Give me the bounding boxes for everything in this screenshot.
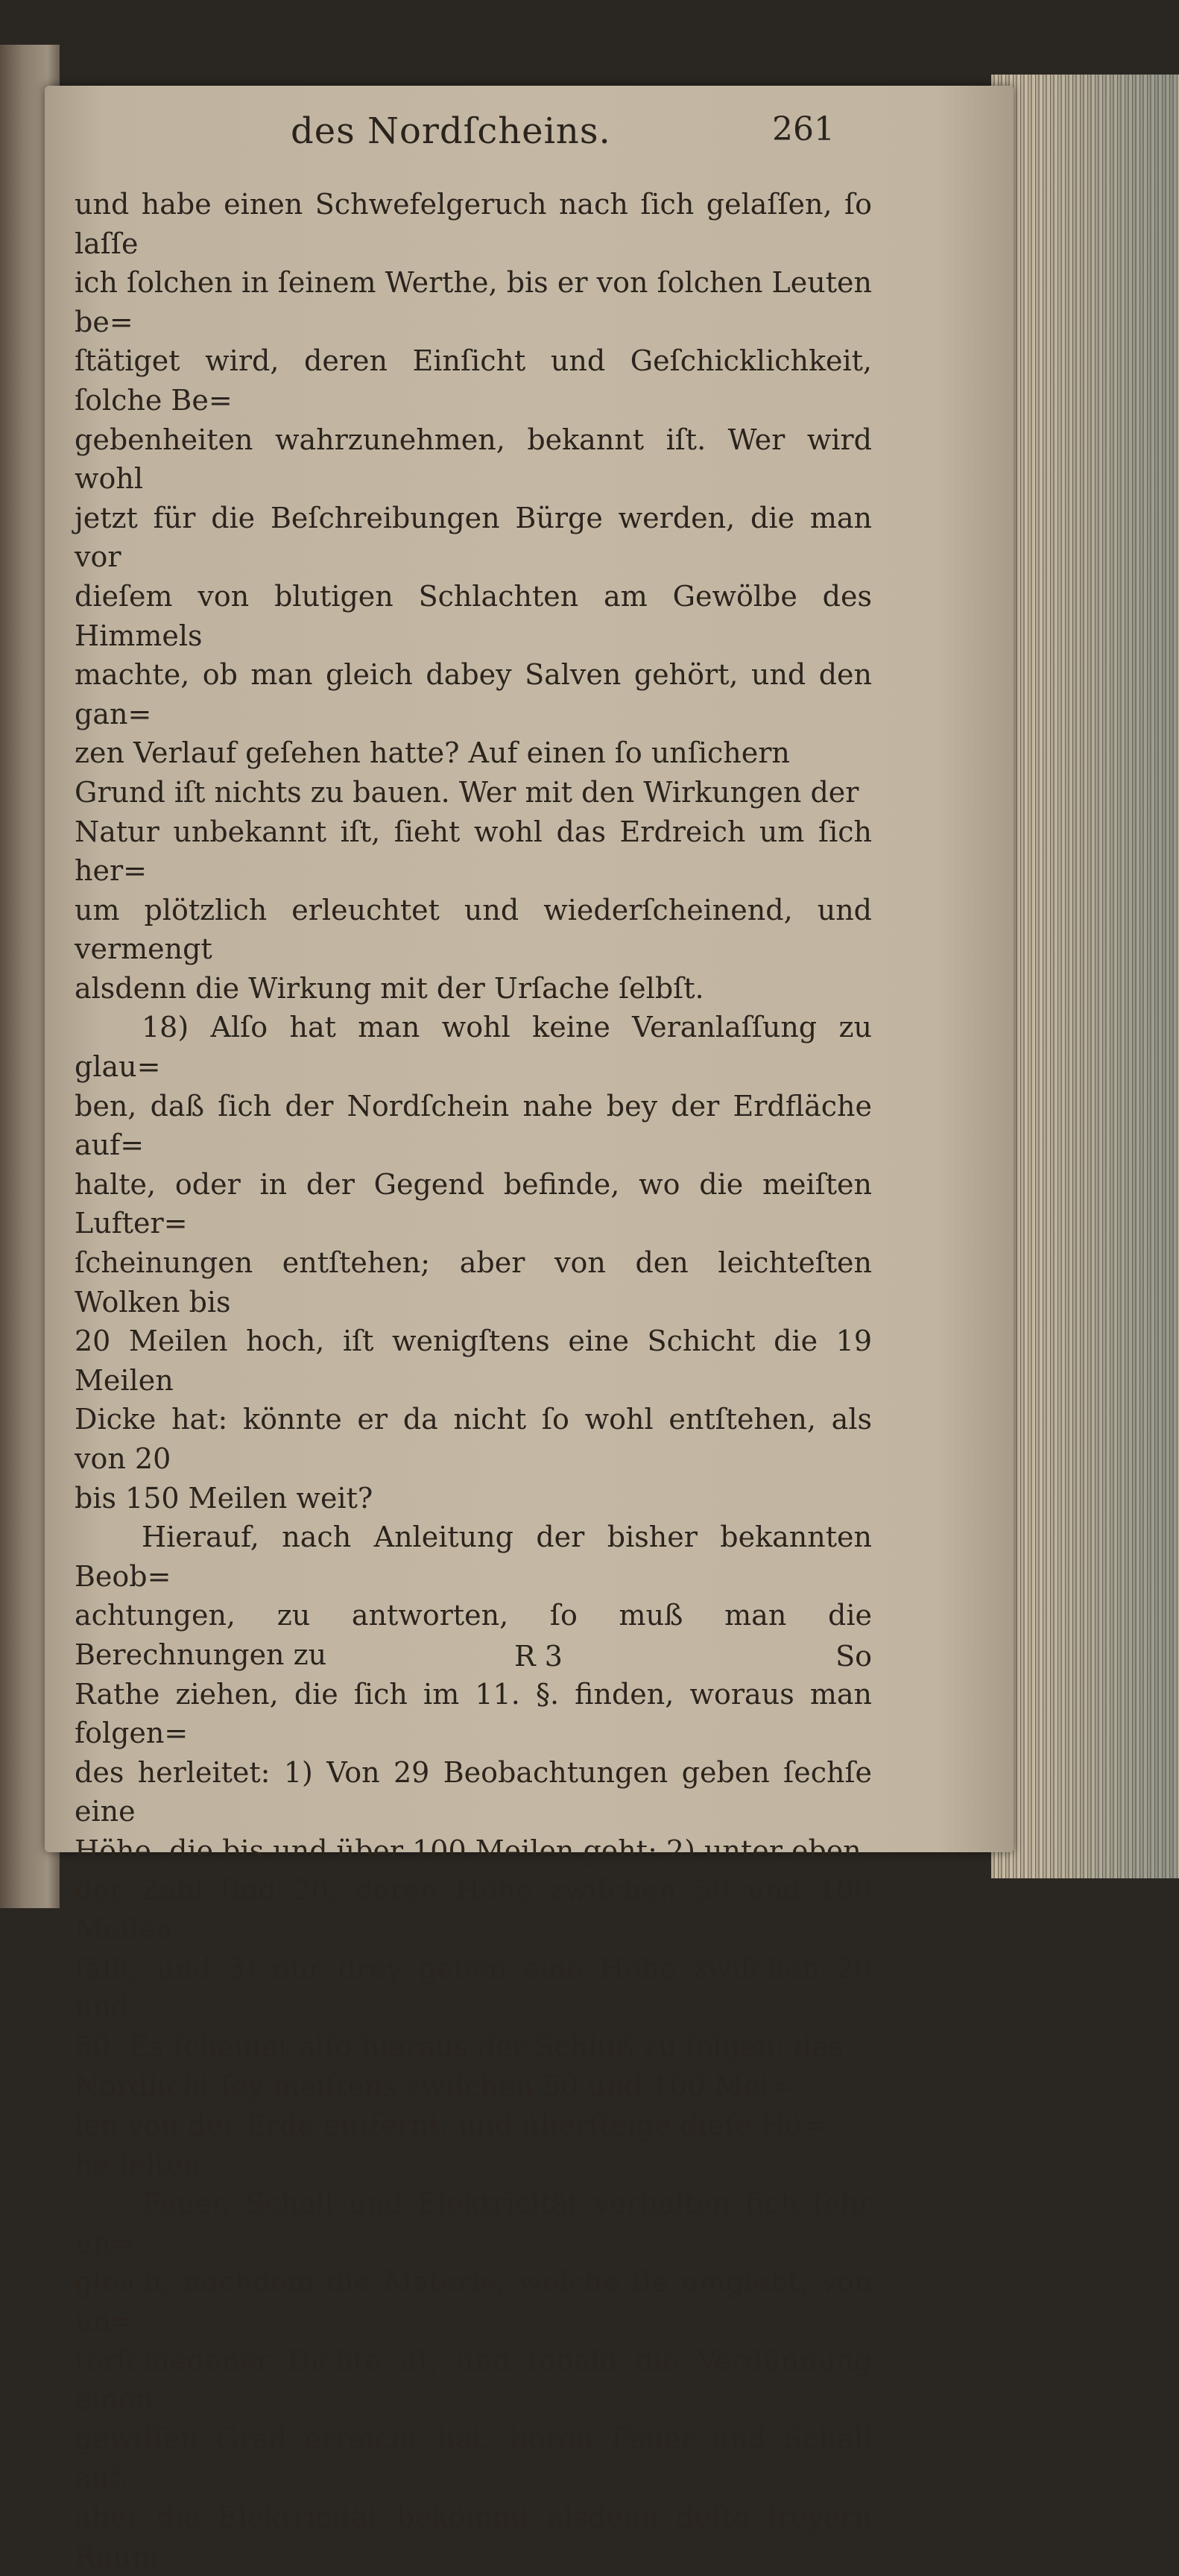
text-line: des herleitet: 1) Von 29 Beobachtungen geben ſechſe eine	[75, 1755, 872, 1828]
text-line: Nordlicht ſey meiſtens zwiſchen 50 und 100 Mei=	[75, 2069, 794, 2103]
page-footer	[75, 1640, 872, 1685]
text-line: fällt, und 3) nur drey geben eine Höhe zwiſchen 20 und	[75, 1951, 872, 2024]
text-line: jetzt für die Beſchreibungen Bürge werden, die man vor	[75, 501, 872, 574]
text-line: gleich, nachdem die Materie, welche ſie umgiebt, von un=	[75, 2265, 872, 2338]
paragraph-1	[75, 185, 872, 1008]
signature-mark: R 3	[514, 1640, 563, 1673]
text-line: gebenheiten wahrzunehmen, bekannt iſt. Wer wird wohl	[75, 423, 872, 496]
text-line: 18) Alſo hat man wohl keine Veranlaſſung zu glau=	[75, 1011, 872, 1084]
catchword: So	[835, 1640, 872, 1673]
text-line: Feuer, Schall und Elektricität verhalten ſich ſehr un=	[75, 2187, 872, 2259]
text-line: um plötzlich erleuchtet und wiederſcheinend, und vermengt	[75, 893, 872, 966]
text-line: ich ſolchen in ſeinem Werthe, bis er von ſolchen Leuten be=	[75, 266, 872, 338]
text-line: der Zahl ſind 20, deren Höhe zwiſchen 50 und 100 Meilen	[75, 1873, 872, 1946]
text-line: 20 Meilen hoch, iſt wenigſtens eine Schicht die 19 Meilen	[75, 1325, 872, 1397]
text-line: Rathe ziehen, die ſich im 11. §. finden, woraus man folgen=	[75, 1677, 872, 1750]
text-line: zen Verlauf geſehen hatte? Auf einen ſo unſichern	[75, 736, 790, 770]
text-line: Dicke hat: könnte er da nicht ſo wohl entſtehen, als von 20	[75, 1403, 872, 1475]
paragraph-2	[75, 1008, 872, 1518]
text-line: Grund iſt nichts zu bauen. Wer mit den Wirkungen der	[75, 775, 859, 809]
text-line: he ſelten.	[75, 2147, 211, 2181]
text-line: ſcheinungen entſtehen; aber von den leichteſten Wolken bis	[75, 1246, 872, 1319]
page-header	[119, 110, 865, 162]
text-line: machte, ob man gleich dabey Salven gehört, und den gan=	[75, 658, 872, 730]
text-line: 50. Es ſcheinet alſo hieraus der Schluß zu folgen: das	[75, 2030, 844, 2063]
text-line: Höhe, die bis und über 100 Meilen geht; 2) unter eben	[75, 1834, 862, 1867]
text-line: dieſem von blutigen Schlachten am Gewölbe des Himmels	[75, 579, 872, 652]
text-line: halte, oder in der Gegend befinde, wo die meiſten Lufter=	[75, 1167, 872, 1240]
text-line: bis 150 Meilen weit?	[75, 1481, 373, 1515]
page-edges-shadow	[1028, 75, 1178, 1878]
paragraph-3	[75, 1518, 872, 2184]
text-line: ſtätiget wird, deren Einſicht und Geſchicklichkeit, ſolche Be=	[75, 344, 872, 417]
text-line: ben, daß ſich der Nordſchein nahe bey der Erdfläche auf=	[75, 1089, 872, 1162]
running-title: des Nordſcheins.	[291, 110, 611, 152]
text-line: alsdenn die Wirkung mit der Urſache ſelbſt.	[75, 971, 704, 1005]
text-line: terſchiedener Dichte iſt, und ſobald die Verdünnung einen	[75, 2343, 872, 2416]
body-text	[75, 185, 872, 2576]
text-line: len von der Erde entfernt, und überſteige dieſe Hö=	[75, 2109, 826, 2142]
text-line: aber die Elektricität bekömmt alsdenn deſto freyern Raum.	[75, 2501, 872, 2573]
text-line: Hierauf, nach Anleitung der bisher bekannten Beob=	[75, 1521, 872, 1593]
text-line: Natur unbekannt iſt, ſieht wohl das Erdreich um ſich her=	[75, 815, 872, 888]
page-number: 261	[772, 110, 835, 148]
text-line: und habe einen Schwefelgeruch nach ſich gelaſſen, ſo laſſe	[75, 188, 872, 260]
text-line: achtungen, zu antworten, ſo muß man die Berechnungen zu	[75, 1599, 872, 1671]
text-line: gewiſſen Grad erreicht hat, hören Feuer und Schall auf,	[75, 2422, 872, 2495]
paragraph-4	[75, 2184, 872, 2576]
